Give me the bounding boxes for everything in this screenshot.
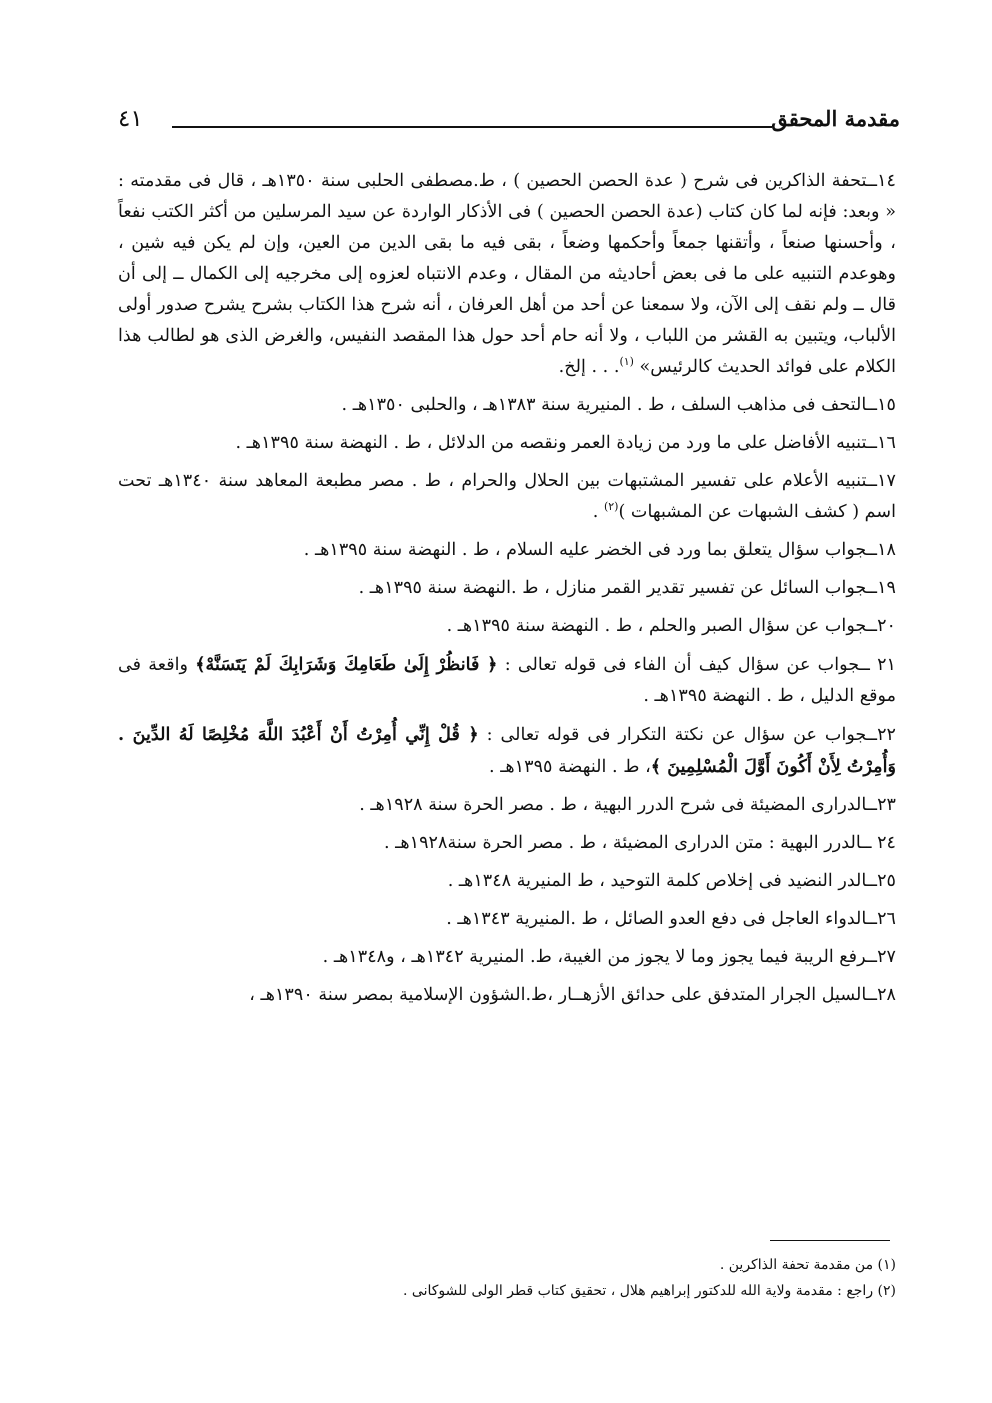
footnote-1: (١) من مقدمة تحفة الذاكرين .: [719, 1257, 896, 1273]
entry-14: ١٤ــتحفة الذاكرين فى شرح ( عدة الحصن الحصين ) ، ط.مصطفى الحلبى سنة ١٣٥٠هـ ، قال فى مقدمته : « وبعد: فإنه لما كان كتاب (عدة الحصن الحصين ) فى الأذكار الواردة عن سيد المرسلين من أكثر الكتب نفعاً ، وأحسنها صنعاً ، وأتقنها جمعاً وأحكمها وضعاً ، بقى فيه ما بقى الدين من العين، وإن لم يكن فيه شين ، وهوعدم التنبيه على ما فى بعض أحاديثه من المقال ، وعدم الانتباه لعزوه إلى مخرجيه إلى الكمال ــ إلى أن قال ــ ولم نقف إلى الآن، ولا سمعنا عن أحد من أهل العرفان ، أنه شرح هذا الكتاب بشرح يشرح صدور أولى الألباب، ويتبين به القشر من اللباب ، ولا أنه حام أحد حول هذا المقصد النفيس، والغرض الذى هو لطالب هذا الكلام على فوائد الحديث كالرئيس» $^{(١)}$. . . إلخ.: [118, 171, 896, 377]
quran-verse: ﴿ قُلْ إِنِّي أُمِرْتُ أَنْ أَعْبُدَ اللَّهَ مُخْلِصًا لَهُ الدِّينَ . وَأُمِرْتُ لِأَنْ أَكُونَ أَوَّلَ الْمُسْلِمِينَ ﴾: [118, 724, 896, 777]
entry-25: ٢٥ــالدر النضيد فى إخلاص كلمة التوحيد ، ط المنيرية ١٣٤٨هـ .: [447, 871, 896, 891]
bibliography-list: [118, 166, 896, 1018]
entry-17: ١٧ــتنبيه الأعلام على تفسير المشتبهات بين الحلال والحرام ، ط . مصر مطبعة المعاهد سنة ١٣٤٠هـ تحت اسم ( كشف الشبهات عن المشبهات )$^{(٢)}$ .: [118, 471, 896, 522]
footnotes: [118, 1252, 896, 1304]
quran-verse: ﴿ فَانظُرْ إِلَىٰ طَعَامِكَ وَشَرَابِكَ لَمْ يَتَسَنَّهْ﴾: [195, 654, 498, 675]
entry-24: ٢٤ ــالدرر البهية : متن الدرارى المضيئة ، ط . مصر الحرة سنة١٩٢٨هـ .: [384, 833, 896, 853]
page-title: مقدمة المحقق: [771, 106, 900, 131]
entry-16: ١٦ــتنبيه الأفاضل على ما ورد من زيادة العمر ونقصه من الدلائل ، ط . النهضة سنة ١٣٩٥هـ .: [235, 433, 896, 453]
entry-19: ١٩ــجواب السائل عن تفسير تقدير القمر منازل ، ط .النهضة سنة ١٣٩٥هـ .: [358, 578, 896, 598]
entry-28: ٢٨ــالسيل الجرار المتدفق على حدائق الأزهــار ،ط.الشؤون الإسلامية بمصر سنة ١٣٩٠هـ ،: [249, 985, 896, 1005]
entry-20: ٢٠ــجواب عن سؤال الصبر والحلم ، ط . النهضة سنة ١٣٩٥هـ .: [446, 616, 896, 636]
footnote-2: (٢) راجع : مقدمة ولاية الله للدكتور إبراهيم هلال ، تحقيق كتاب قطر الولى للشوكانى .: [403, 1283, 896, 1299]
page-number: ٤١: [118, 106, 143, 132]
entry-26: ٢٦ــالدواء العاجل فى دفع العدو الصائل ، ط .المنيرية ١٣٤٣هـ .: [446, 909, 896, 929]
entry-21: ٢١ ــجواب عن سؤال كيف أن الفاء فى قوله تعالى : ﴿ فَانظُرْ إِلَىٰ طَعَامِكَ وَشَرَابِكَ لَمْ يَتَسَنَّهْ﴾ واقعة فى موقع الدليل ، ط . النهضة ١٣٩٥هـ .: [118, 654, 896, 706]
entry-18: ١٨ــجواب سؤال يتعلق بما ورد فى الخضر عليه السلام ، ط . النهضة سنة ١٣٩٥هـ .: [303, 540, 896, 560]
entry-22: ٢٢ــجواب عن سؤال عن نكتة التكرار فى قوله تعالى : ﴿ قُلْ إِنِّي أُمِرْتُ أَنْ أَعْبُدَ اللَّهَ مُخْلِصًا لَهُ الدِّينَ . وَأُمِرْتُ لِأَنْ أَكُونَ أَوَّلَ الْمُسْلِمِينَ ﴾، ط . النهضة ١٣٩٥هـ .: [118, 724, 896, 777]
page-header: [118, 106, 900, 142]
entry-15: ١٥ــالتحف فى مذاهب السلف ، ط . المنيرية سنة ١٣٨٣هـ ، والحلبى ١٣٥٠هـ .: [341, 395, 896, 415]
entry-27: ٢٧ــرفع الريبة فيما يجوز وما لا يجوز من الغيبة، ط. المنيرية ١٣٤٢هـ ، و١٣٤٨هـ .: [322, 947, 896, 967]
entry-23: ٢٣ــالدرارى المضيئة فى شرح الدرر البهية ، ط . مصر الحرة سنة ١٩٢٨هـ .: [359, 795, 896, 815]
footnote-ref-2[interactable]: (٢): [603, 500, 619, 514]
header-rule: [172, 126, 772, 128]
footnote-divider: [770, 1240, 890, 1241]
footnote-ref-1[interactable]: (١): [619, 355, 634, 369]
